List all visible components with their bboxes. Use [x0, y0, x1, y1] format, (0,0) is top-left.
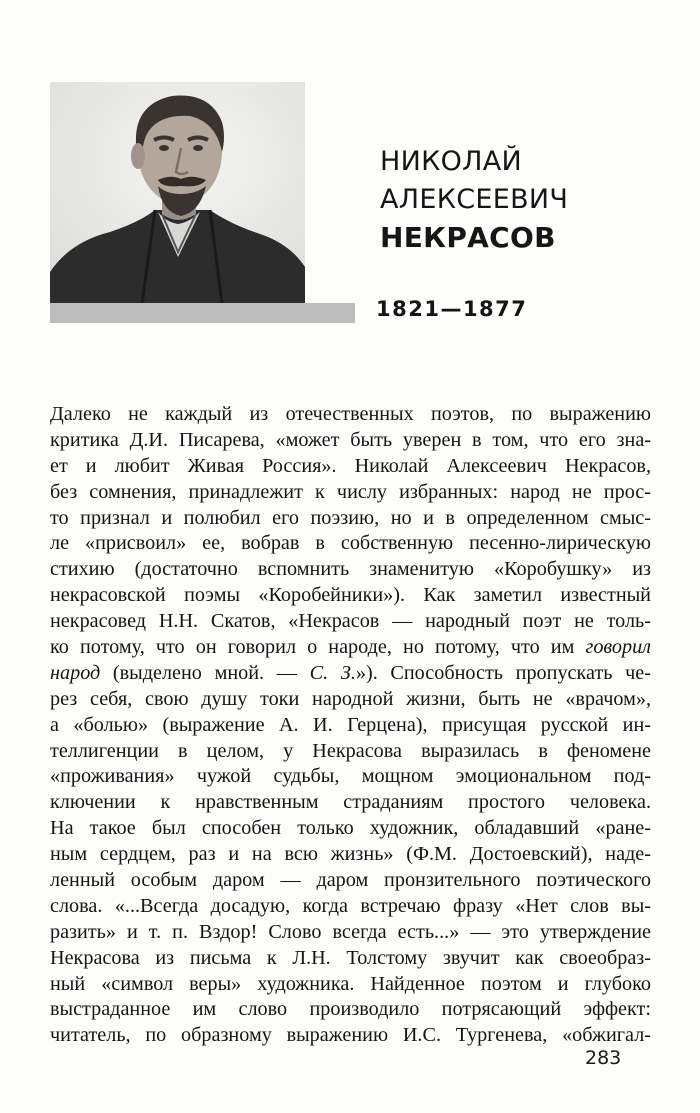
- text-line: [50, 868, 651, 894]
- text-segment: ный «символ веры» художника. Найденное поэтом и глубоко: [50, 972, 651, 995]
- text-segment: На такое был способен только художник, обладавший «ране-: [50, 817, 651, 840]
- text-segment: без сомнения, принадлежит к числу избранных: народ не прос-: [50, 480, 651, 503]
- text-segment: то признал и полюбил его поэзию, но и в определенном смыс-: [50, 506, 651, 529]
- text-segment: ет и любит Живая Россия». Николай Алексеевич Некрасов,: [50, 454, 651, 477]
- text-segment: ленный особым даром — даром пронзительного поэтического: [50, 869, 651, 892]
- text-segment: ле «присвоил» ее, вобрав в собственную песенно-лирическую: [50, 532, 651, 555]
- text-segment: стихию (достаточно вспомнить знаменитую «Коробушку» из: [50, 558, 651, 581]
- text-line: [50, 997, 651, 1023]
- text-line: [50, 894, 651, 920]
- text-line: [50, 920, 651, 946]
- text-line: [50, 428, 651, 454]
- emphasis-text: говорил: [585, 636, 651, 659]
- emphasis-text: народ: [50, 661, 101, 684]
- text-segment: Некрасова из письма к Л.Н. Толстому звучит как своеобраз-: [50, 946, 651, 969]
- text-segment: выстраданное им слово производило потрясающий эффект:: [50, 998, 651, 1021]
- emphasis-text: С. З.: [309, 661, 356, 684]
- text-line: [50, 713, 651, 739]
- text-line: [50, 816, 651, 842]
- text-line: [50, 402, 651, 428]
- text-line: [50, 687, 651, 713]
- text-segment: разить» и т. п. Вздор! Слово всегда есть...» — это утверждение: [50, 920, 651, 943]
- text-segment: некрасовской поэмы «Коробейники»). Как заметил известный: [50, 584, 651, 607]
- text-line: [50, 480, 651, 506]
- text-line: [50, 506, 651, 532]
- text-segment: Далеко не каждый из отечественных поэтов, по выражению: [50, 403, 651, 425]
- text-line: [50, 661, 651, 687]
- text-segment: слова. «...Всегда досадую, когда встречаю фразу «Нет слов вы-: [50, 894, 651, 917]
- text-line: [50, 790, 651, 816]
- article-body: [50, 402, 651, 1049]
- text-line: [50, 739, 651, 765]
- text-line: [50, 454, 651, 480]
- author-years: 1821—1877: [376, 297, 528, 321]
- text-line: [50, 531, 651, 557]
- text-segment: »). Способность пропускать че-: [355, 661, 651, 684]
- author-patronymic: АЛЕКСЕЕВИЧ: [380, 184, 569, 215]
- text-segment: ным сердцем, раз и на всю жизнь» (Ф.М. Достоевский), наде-: [50, 843, 651, 866]
- text-segment: ключении к нравственным страданиям простого человека.: [50, 791, 651, 814]
- author-first-name: НИКОЛАЙ: [380, 146, 522, 177]
- text-segment: читатель, по образному выражению И.С. Тургенева, «обжигал-: [50, 1024, 651, 1047]
- text-line: [50, 842, 651, 868]
- text-segment: (выделено мной. —: [100, 661, 310, 684]
- text-line: [50, 583, 651, 609]
- text-segment: теллигенции в целом, у Некрасова выразилась в феномене: [50, 739, 651, 762]
- text-line: [50, 972, 651, 998]
- text-segment: «проживания» чужой судьбы, мощном эмоциональном под-: [50, 765, 651, 788]
- text-line: [50, 946, 651, 972]
- text-segment: ко потому, что он говорил о народе, но потому, что им: [50, 636, 586, 659]
- text-line: [50, 764, 651, 790]
- text-line: [50, 635, 651, 661]
- portrait-photo: [50, 82, 305, 304]
- text-segment: а «болью» (выражение А. И. Герцена), присущая русской ин-: [50, 713, 651, 736]
- page-number: 283: [585, 1047, 622, 1069]
- text-line: [50, 1023, 651, 1049]
- text-segment: некрасовед Н.Н. Скатов, «Некрасов — народный поэт не толь-: [50, 610, 651, 633]
- text-segment: критика Д.И. Писарева, «может быть уверен в том, что его зна-: [50, 428, 651, 451]
- portrait-icon: [50, 82, 305, 304]
- portrait-caption-bar: [50, 303, 355, 323]
- text-segment: рез себя, свою душу токи народной жизни, быть не «врачом»,: [50, 687, 651, 710]
- author-name: [380, 143, 568, 257]
- author-surname: НЕКРАСОВ: [380, 221, 556, 254]
- text-line: [50, 557, 651, 583]
- text-line: [50, 609, 651, 635]
